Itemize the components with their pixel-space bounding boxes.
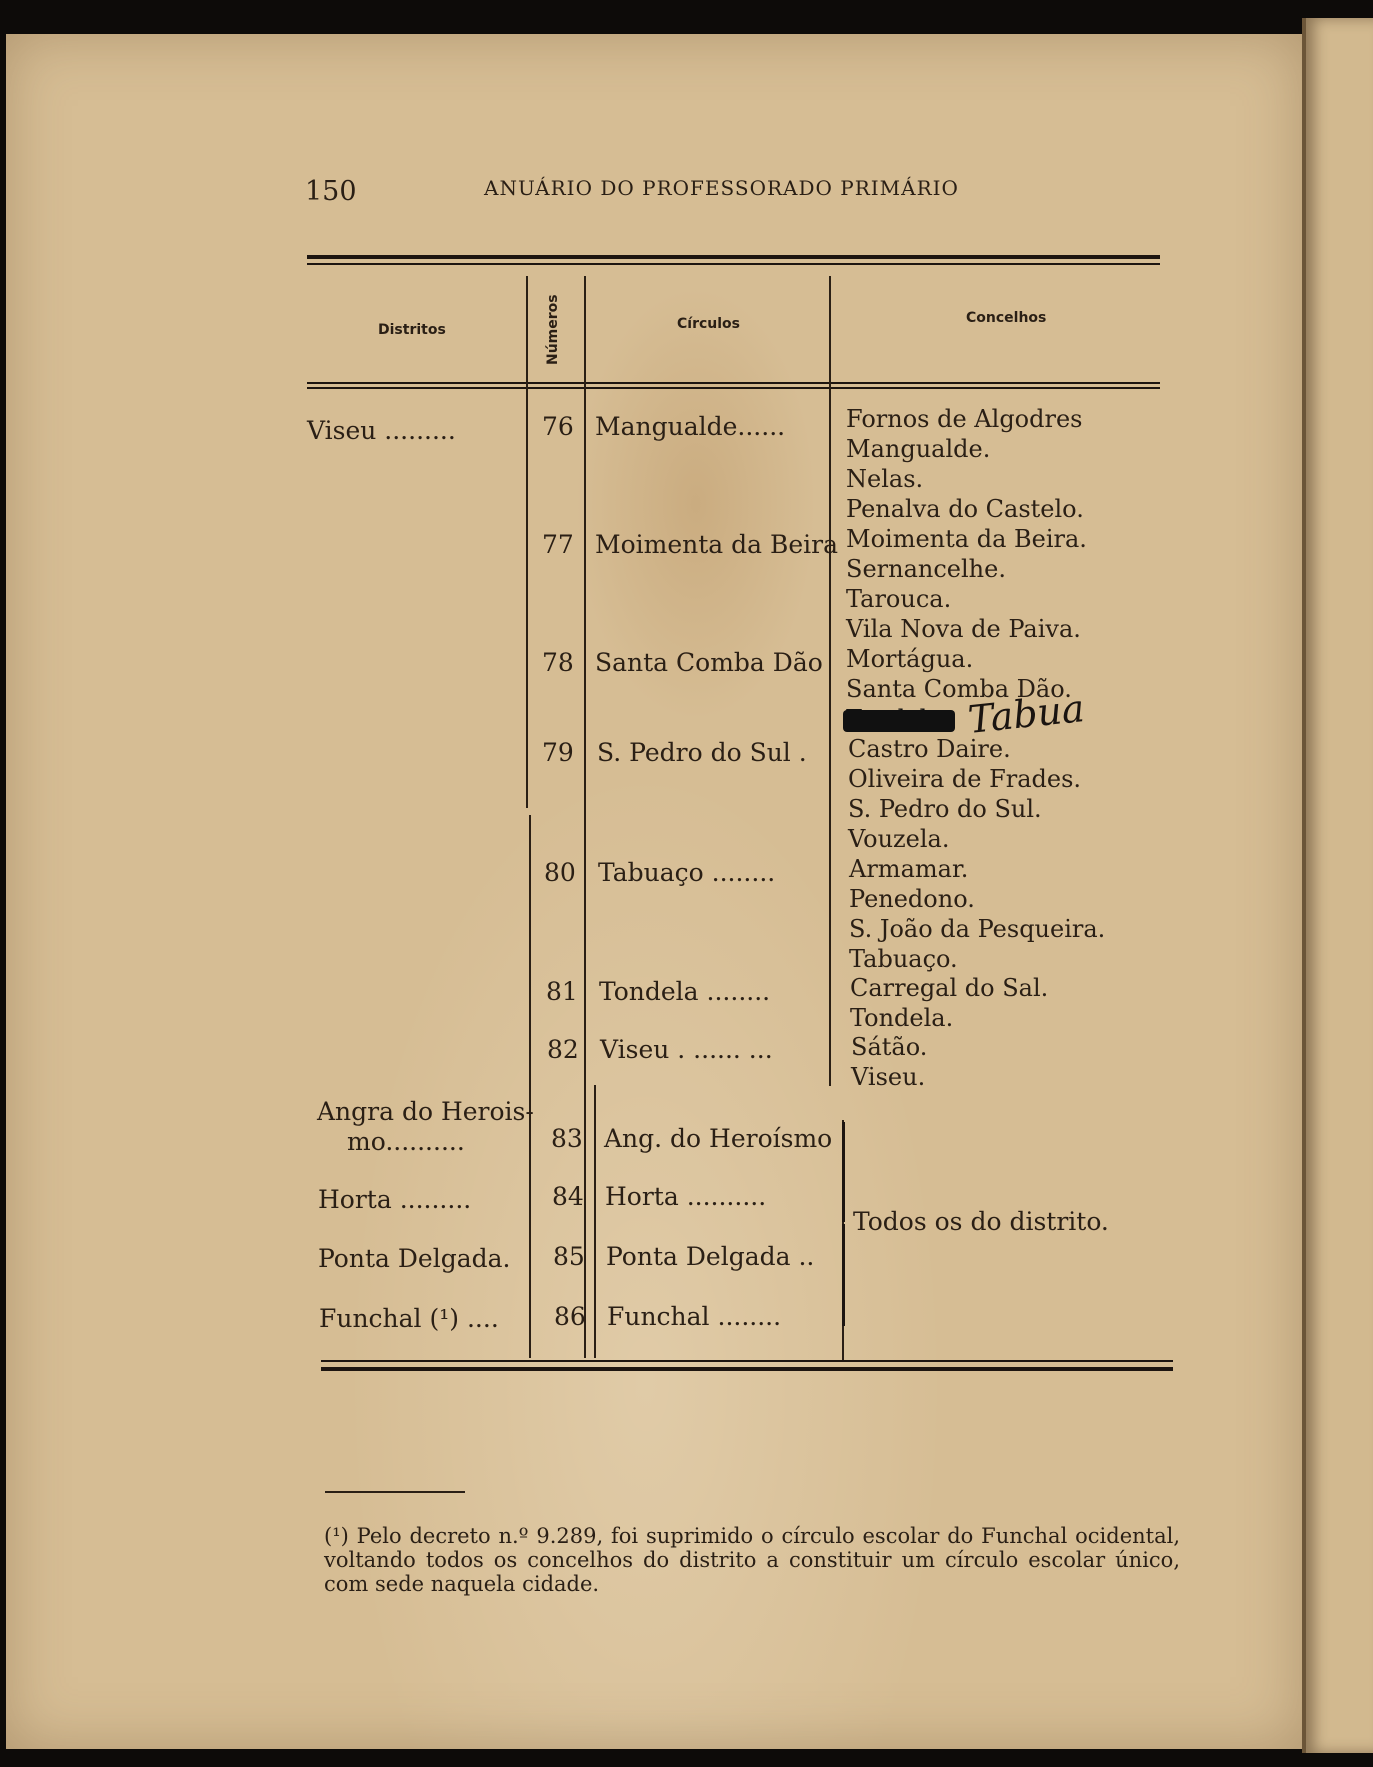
distrito-cell-cont: mo.......... [347, 1127, 465, 1156]
distrito-cell: Ponta Delgada. [318, 1244, 511, 1273]
distrito-cell: Angra do Herois- [317, 1097, 534, 1126]
concelho-item: Tabuaço. [849, 945, 958, 973]
distrito-cell: Viseu ......... [307, 416, 456, 445]
concelho-item: S. João da Pesqueira. [849, 915, 1106, 943]
numero-cell: 86 [554, 1302, 586, 1331]
circulo-cell: Tabuaço ........ [598, 858, 776, 887]
document-page [6, 34, 1302, 1749]
numero-cell: 78 [542, 648, 574, 677]
concelho-item: Mangualde. [846, 435, 991, 463]
circulo-cell: Moimenta da Beira [595, 530, 839, 559]
concelho-item: Vila Nova de Paiva. [846, 615, 1081, 643]
circulo-cell: Tondela ........ [599, 977, 771, 1006]
bracket-lower [836, 1224, 845, 1326]
circulo-cell: Santa Comba Dão [595, 648, 823, 677]
concelho-item: Tondela. [850, 1004, 954, 1032]
concelho-item: Moimenta da Beira. [846, 525, 1087, 553]
concelho-item: Vouzela. [848, 825, 950, 853]
circulo-cell: Funchal ........ [607, 1302, 782, 1331]
concelho-item: Armamar. [849, 855, 969, 883]
circulo-cell: Viseu . ...... ... [600, 1035, 773, 1064]
column-divider [526, 276, 528, 808]
concelho-item: Fornos de Algodres [846, 405, 1083, 433]
column-divider [584, 276, 586, 1358]
numero-cell: 80 [544, 858, 576, 887]
concelho-item: Penalva do Castelo. [846, 495, 1084, 523]
concelho-item: Oliveira de Frades. [848, 765, 1082, 793]
numero-cell: 79 [542, 738, 574, 767]
header-rule [307, 382, 1160, 384]
concelho-item: Penedono. [849, 885, 975, 913]
circulo-cell: S. Pedro do Sul . [597, 738, 807, 767]
numero-cell: 85 [553, 1242, 585, 1271]
page-number: 150 [305, 176, 357, 207]
concelho-item: Sátão. [851, 1033, 928, 1061]
circulo-cell: Horta .......... [605, 1182, 767, 1211]
numero-cell: 81 [546, 977, 578, 1006]
bottom-rule-thin [321, 1360, 1173, 1362]
column-divider [529, 815, 531, 1358]
column-header-circulos: Círculos [677, 316, 740, 332]
column-header-concelhos: Concelhos [966, 310, 1047, 326]
concelho-item: S. Pedro do Sul. [848, 795, 1042, 823]
circulo-cell: Mangualde...... [595, 412, 786, 441]
numero-cell: 84 [552, 1182, 584, 1211]
numero-cell: 77 [542, 530, 574, 559]
concelho-item: Sernancelhe. [846, 555, 1006, 583]
distrito-cell: Horta ......... [318, 1185, 472, 1214]
column-header-numeros: Números [545, 294, 561, 365]
footnote: (¹) Pelo decreto n.º 9.289, foi suprimido o círculo escolar do Funchal ocidental, voltando todos os concelhos do distrito a constituir um círculo escolar único, com sede naquela cidade. [324, 1524, 1180, 1596]
concelho-item: Carregal do Sal. [850, 974, 1049, 1002]
numero-cell: 83 [551, 1124, 583, 1153]
handwritten-correction: Tabua [966, 686, 1087, 742]
concelho-item: Viseu. [851, 1063, 926, 1091]
concelho-item: Mortágua. [846, 645, 974, 673]
bracket-note: Todos os do distrito. [853, 1207, 1109, 1236]
concelho-item: Tarouca. [846, 585, 952, 613]
adjacent-page-edge [1302, 18, 1373, 1753]
bracket-upper [836, 1122, 845, 1222]
header-rule-2 [307, 387, 1160, 389]
concelho-item: Santa Comba Dão. [846, 675, 1072, 703]
bottom-rule-thick [321, 1367, 1173, 1371]
concelho-item: Nelas. [846, 465, 924, 493]
footnote-rule [325, 1491, 465, 1493]
column-divider [829, 276, 831, 1086]
ink-strikeout [843, 710, 955, 732]
column-header-distritos: Distritos [378, 322, 446, 338]
circulo-cell: Ponta Delgada .. [606, 1242, 815, 1271]
numero-cell: 82 [547, 1035, 579, 1064]
running-title: ANUÁRIO DO PROFESSORADO PRIMÁRIO [484, 176, 959, 200]
numero-cell: 76 [542, 412, 574, 441]
column-divider [594, 1085, 596, 1358]
circulo-cell: Ang. do Heroísmo [604, 1124, 833, 1153]
concelho-item: Castro Daire. [848, 735, 1011, 763]
distrito-cell: Funchal (¹) .... [319, 1304, 499, 1333]
top-rule-thick [307, 255, 1160, 259]
top-rule-thin [307, 263, 1160, 265]
